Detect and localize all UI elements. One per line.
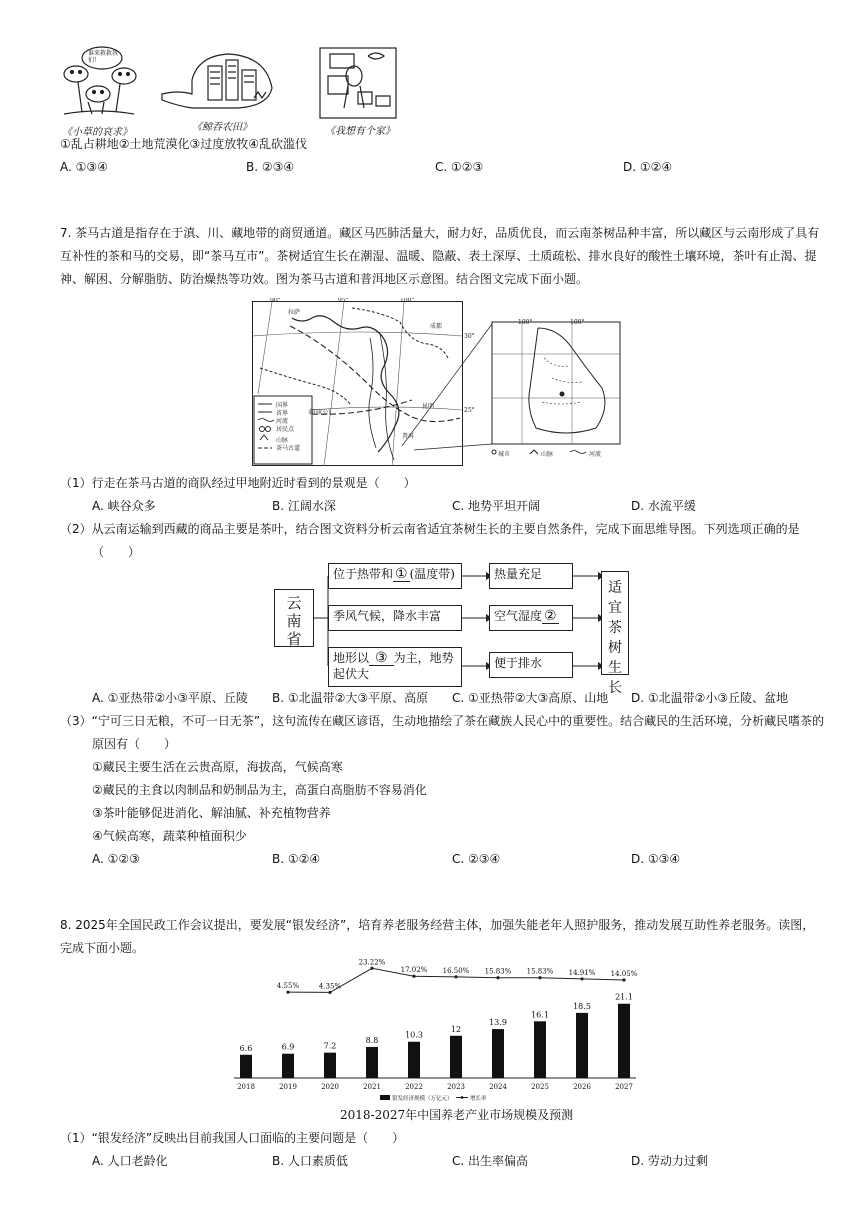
mindmap-circle-3: ③	[375, 650, 388, 666]
mindmap-row1-blank-1	[393, 567, 410, 582]
q8-stem: 8. 2025年全国民政工作会议提出，要发展“银发经济”，培育养老服务经营主体，加强失能老年人照护服务，推动发展互助性养老服务。读图，完成下面小题。	[60, 918, 815, 955]
mindmap-conclusion	[601, 571, 629, 696]
q6-list: ①乱占耕地②土地荒漠化③过度放牧④乱砍滥伐	[60, 137, 308, 151]
mindmap-result2-text: 空气湿度	[494, 609, 543, 623]
x-tick-2019: 2019	[279, 1083, 297, 1091]
q7-sub3-item-1: ①藏民主要生活在云贵高原，海拔高，气候高寒	[92, 760, 343, 774]
legend-line-label: 增长率	[470, 1096, 487, 1102]
q8-sub1-option-c[interactable]: C. 出生率偏高	[452, 1154, 529, 1168]
q6-option-b[interactable]: B. ②③④	[246, 160, 295, 174]
mindmap-row3-b: 为主，地势起伏大	[333, 651, 454, 681]
q7-sub3-item-3: ③茶叶能够促进消化、解油腻、补充植物营养	[92, 806, 331, 820]
growth-label-2019: 4.55%	[276, 982, 300, 991]
svg-text:100°: 100°	[400, 298, 415, 304]
bar-label-2027: 21.1	[615, 992, 633, 1002]
q7-sub1-option-b[interactable]: B. 江阔水深	[272, 499, 336, 513]
bar-label-2022: 10.3	[405, 1030, 423, 1040]
svg-text:100°: 100°	[570, 319, 585, 326]
mindmap-result3	[489, 652, 573, 678]
q6-option-a[interactable]: A. ①③④	[60, 160, 108, 174]
bar-label-2025: 16.1	[531, 1010, 549, 1020]
mindmap-result1-text: 热量充足	[494, 567, 543, 581]
mindmap-result3-text: 便于排水	[494, 656, 543, 670]
q7-sub2-option-c[interactable]: C. ①亚热带②大③高原、山地	[452, 691, 609, 705]
x-tick-2021: 2021	[363, 1083, 381, 1091]
q6-option-c[interactable]: C. ①②③	[435, 160, 484, 174]
svg-text:100°: 100°	[518, 319, 533, 326]
svg-text:城市: 城市	[498, 451, 511, 458]
growth-point-2025	[538, 976, 541, 979]
svg-text:普洱: 普洱	[402, 433, 415, 440]
bar-2024	[492, 1029, 504, 1078]
growth-point-2023	[454, 975, 457, 978]
svg-text:茶马古道: 茶马古道	[276, 445, 301, 452]
growth-label-2021: 23.22%	[358, 958, 386, 967]
bar-label-2019: 6.9	[281, 1042, 295, 1052]
cartoon-city	[158, 50, 276, 116]
q7-sub3-option-c[interactable]: C. ②③④	[452, 852, 501, 866]
bar-label-2020: 7.2	[323, 1041, 337, 1051]
bar-label-2021: 8.8	[365, 1036, 379, 1046]
q7-sub3-question-2: 原因有（ ）	[92, 737, 177, 751]
svg-text:山脉: 山脉	[541, 451, 554, 458]
mindmap-row3-a: 地形以	[333, 651, 370, 665]
bar-2021	[366, 1047, 378, 1078]
x-tick-2027: 2027	[615, 1083, 633, 1091]
mindmap-row1-b: (温度带)	[409, 567, 455, 581]
svg-text:30°: 30°	[464, 333, 475, 340]
x-tick-2020: 2020	[321, 1083, 339, 1091]
growth-label-2022: 17.02%	[400, 966, 428, 975]
mindmap-result2	[489, 605, 573, 631]
legend-line-marker	[461, 1096, 464, 1099]
svg-text:25°: 25°	[464, 407, 475, 414]
x-tick-2026: 2026	[573, 1083, 591, 1091]
growth-label-2020: 4.35%	[318, 982, 342, 991]
q8-sub1-question: （1）“银发经济”反映出目前我国人口面临的主要问题是（ ）	[60, 1131, 405, 1145]
svg-text:河流: 河流	[276, 418, 289, 425]
q7-sub2-option-a[interactable]: A. ①亚热带②小③平原、丘陵	[92, 691, 248, 705]
x-tick-2025: 2025	[531, 1083, 549, 1091]
mindmap-row3-blank-3	[369, 651, 394, 666]
svg-text:昆明: 昆明	[422, 403, 435, 410]
silver-economy-chart	[232, 952, 638, 1104]
x-tick-2023: 2023	[447, 1083, 465, 1091]
bar-2022	[408, 1042, 420, 1078]
svg-text:95°: 95°	[338, 298, 349, 304]
q8-sub1-option-a[interactable]: A. 人口老龄化	[92, 1154, 168, 1168]
q7-sub2-question: （2）从云南运输到西藏的商品主要是茶叶，结合图文资料分析云南省适宜茶树生长的主要自然条件，完成下面思维导图。下列选项正确的是	[60, 522, 800, 536]
growth-label-2024: 15.83%	[484, 967, 512, 976]
bar-2020	[324, 1053, 336, 1078]
chart-title: 2018-2027年中国养老产业市场规模及预测	[340, 1108, 574, 1122]
growth-label-2025: 15.83%	[526, 967, 554, 976]
mindmap-result1	[489, 563, 573, 589]
q7-sub3-option-a[interactable]: A. ①②③	[92, 852, 140, 866]
mindmap-result2-blank-2	[542, 609, 559, 624]
x-tick-2024: 2024	[489, 1083, 507, 1091]
bar-label-2018: 6.6	[239, 1043, 253, 1053]
mindmap-row1	[328, 563, 462, 589]
svg-text:山脉: 山脉	[276, 437, 289, 444]
growth-point-2022	[412, 975, 415, 978]
q8-sub1-option-d[interactable]: D. 劳动力过剩	[631, 1154, 708, 1168]
svg-text:泰国(公): 泰国(公)	[308, 409, 331, 416]
svg-text:河流: 河流	[589, 451, 602, 458]
q7-sub2-option-d[interactable]: D. ①北温带②小③丘陵、盆地	[631, 691, 789, 705]
mindmap-circle-2: ②	[544, 608, 557, 624]
bar-2027	[618, 1004, 630, 1078]
bar-2025	[534, 1021, 546, 1078]
growth-point-2020	[328, 991, 331, 994]
growth-point-2019	[286, 991, 289, 994]
x-tick-2018: 2018	[237, 1083, 255, 1091]
growth-point-2026	[580, 977, 583, 980]
growth-point-2021	[370, 967, 373, 970]
mindmap-row3	[328, 647, 462, 687]
growth-point-2024	[496, 976, 499, 979]
map-lon-90: 90°	[270, 298, 281, 304]
q7-sub3-question: （3）“宁可三日无粮，不可一日无茶”，这句流传在藏区谚语，生动地描绘了茶在藏族人民心中的重要性。结合藏民的生活环境，分析藏民嗜茶的	[60, 714, 825, 728]
mindmap-yunnan-label: 云南省	[286, 594, 302, 648]
bar-2019	[282, 1054, 294, 1078]
q7-sub3-option-d[interactable]: D. ①③④	[631, 852, 681, 866]
q7-sub1-option-d[interactable]: D. 水流平缓	[631, 499, 696, 513]
q7-sub2-option-b[interactable]: B. ①北温带②大③平原、高原	[272, 691, 429, 705]
legend-bar-swatch	[380, 1095, 390, 1100]
bar-label-2023: 12	[450, 1024, 462, 1034]
legend-bar-label: 银发经济规模（万亿元）	[392, 1096, 453, 1102]
mindmap-row1-a: 位于热带和	[333, 567, 394, 581]
q7-sub3-option-b[interactable]: B. ①②④	[272, 852, 321, 866]
q7-sub1-option-c[interactable]: C. 地势平坦开阔	[452, 499, 541, 513]
q7-sub1-option-a[interactable]: A. 峡谷众多	[92, 499, 156, 513]
cartoon-home	[318, 46, 398, 120]
mindmap-conclusion-label: 适宜茶树生长	[608, 580, 622, 696]
cartoon-city-caption: 《鲸吞农田》	[192, 122, 252, 133]
mindmap-yunnan	[274, 589, 314, 647]
mindmap-row2-text: 季风气候，降水丰富	[333, 609, 442, 623]
growth-point-2027	[622, 978, 625, 981]
growth-label-2026: 14.91%	[568, 968, 596, 977]
bar-label-2024: 13.9	[489, 1018, 507, 1028]
tea-horse-road-map	[252, 298, 622, 466]
q7-sub1-question: （1）行走在茶马古道的商队经过甲地附近时看到的景观是（ ）	[60, 476, 416, 490]
mindmap-circle-1: ①	[395, 566, 408, 582]
bar-2023	[450, 1036, 462, 1078]
x-tick-2022: 2022	[405, 1083, 423, 1091]
svg-text:国界: 国界	[276, 402, 289, 409]
q7-sub2-question-bracket: （ ）	[92, 545, 141, 559]
bar-2026	[576, 1013, 588, 1078]
cartoon-home-caption: 《我想有个家》	[325, 126, 395, 137]
cartoon-grass-caption: 《小草的哀求》	[62, 127, 132, 138]
svg-text:拉萨: 拉萨	[288, 309, 301, 316]
growth-label-2023: 16.50%	[442, 966, 470, 975]
svg-text:居民点: 居民点	[276, 426, 295, 433]
svg-text:省界: 省界	[276, 410, 289, 417]
svg-text:成都: 成都	[430, 323, 443, 330]
q8-sub1-option-b[interactable]: B. 人口素质低	[272, 1154, 348, 1168]
q7-sub3-item-2: ②藏民的主食以肉制品和奶制品为主，高蛋白高脂肪不容易消化	[92, 783, 427, 797]
q7-sub3-item-4: ④气候高寒，蔬菜种植面积少	[92, 829, 247, 843]
bar-2018	[240, 1055, 252, 1078]
q7-stem: 7. 茶马古道是指存在于滇、川、藏地带的商贸通道。藏区马匹肺活量大，耐力好，品质优良，而云南茶树品种丰富，所以藏区与云南形成了具有互补性的茶和马的交易，即“茶马互市”。茶树适宜生长在潮湿、温暖、隐蔽、表土深厚、土质疏松、排水良好的酸性土壤环境，茶叶有止渴、提神、解困、分解脂肪、防治燥热等功效。图为茶马古道和普洱地区示意图。结合图文完成下面小题。	[60, 226, 820, 286]
mindmap-row2	[328, 605, 462, 631]
cartoon-grass-bubble: 谁来救救我们！	[88, 50, 119, 64]
growth-label-2027: 14.05%	[610, 970, 638, 979]
q6-option-d[interactable]: D. ①②④	[623, 160, 673, 174]
bar-label-2026: 18.5	[573, 1001, 591, 1011]
